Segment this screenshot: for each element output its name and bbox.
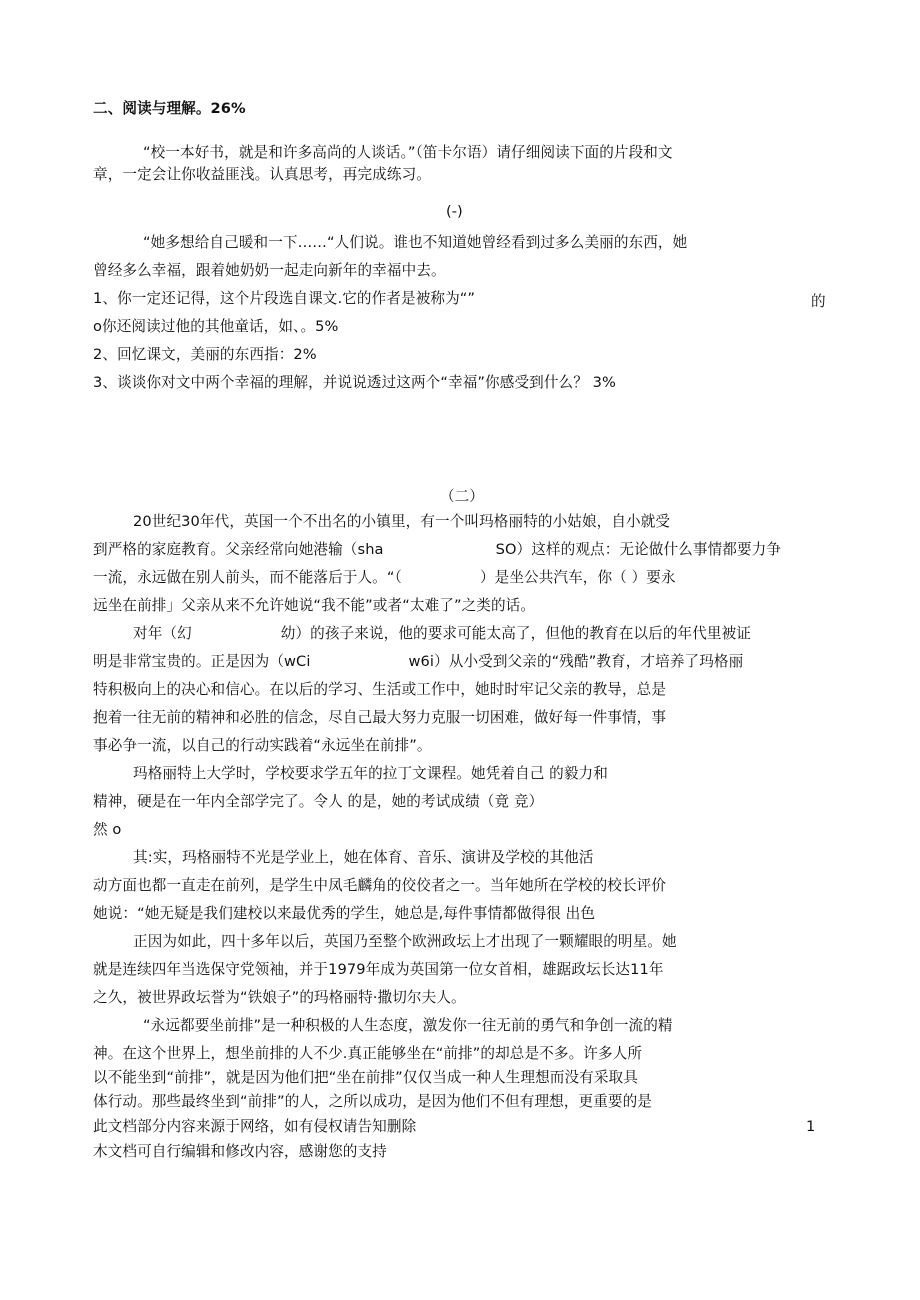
intro-line-2: 章，一定会让你收益匪浅。认真思考，再完成练习。 bbox=[93, 166, 431, 183]
part1-paragraph-line-1: “她多想给自己暖和一下……“人们说。谁也不知道她曾经看到过多么美丽的东西，她 bbox=[143, 234, 688, 251]
part1-heading: (-) bbox=[446, 203, 463, 220]
passage-text: 到严格的家庭教育。父亲经常向她港输（sha bbox=[93, 541, 384, 558]
passage-line: 神。在这个世界上，想坐前排的人不少.真正能够坐在“前排”的却总是不多。许多人所 bbox=[93, 1045, 643, 1062]
passage-line: 之久，被世界政坛誉为“铁娘子”的玛格丽特·撒切尔夫人。 bbox=[93, 989, 466, 1006]
passage-text: 幼）的孩子来说，他的要求可能太高了，但他的教育在以后的年代里被证 bbox=[280, 625, 751, 642]
passage-line: 以不能坐到“前排”，就是因为他们把“坐在前排”仅仅当成一种人生理想而没有采取具 bbox=[93, 1069, 638, 1086]
passage-line: 玛格丽特上大学时，学校要求学五年的拉丁文课程。她凭着自己 的毅力和 bbox=[133, 765, 608, 782]
passage-text: 明是非常宝贵的。正是因为（wCi bbox=[93, 653, 311, 670]
footer-line-2: 木文档可自行编辑和修改内容，感谢您的支持 bbox=[93, 1143, 387, 1160]
passage-line: 就是连续四年当选保守党领袖，并于1979年成为英国第一位女首相，雄踞政坛长达11年 bbox=[93, 961, 664, 978]
passage-line: 精神，硬是在一年内全部学完了。令人 的是，她的考试成绩（竟 竞） bbox=[93, 793, 544, 810]
passage-line: 20世纪30年代，英国一个不出名的小镇里，有一个叫玛格丽特的小姑娘，自小就受 bbox=[133, 513, 671, 530]
question-2: 2、回忆课文，美丽的东西指：2% bbox=[93, 346, 317, 363]
intro-line-1: “校一本好书，就是和许多高尚的人谈话。”（笛卡尔语）请仔细阅读下面的片段和文 bbox=[143, 144, 673, 161]
passage-text: ）是坐公共汽车，你（ ）要永 bbox=[479, 569, 676, 586]
question-1-line-2: o你还阅读过他的其他童话，如、。5% bbox=[93, 318, 339, 335]
passage-text: 一流，永远做在别人前头，而不能落后于人。“（ bbox=[93, 569, 402, 586]
part2-heading: （二） bbox=[440, 488, 484, 505]
passage-line: 然 o bbox=[93, 821, 122, 838]
passage-line bbox=[93, 569, 676, 587]
passage-line: 她说：“她无疑是我们建校以来最优秀的学生，她总是,每件事情都做得很 出色 bbox=[93, 905, 596, 922]
page-number: 1 bbox=[806, 1118, 816, 1135]
passage-line bbox=[93, 653, 743, 671]
passage-line: 正因为如此，四十多年以后，英国乃至整个欧洲政坛上才出现了一颗耀眼的明星。她 bbox=[133, 933, 677, 950]
passage-line: 动方面也都一直走在前列，是学生中凤毛麟角的佼佼者之一。当年她所在学校的校长评价 bbox=[93, 877, 667, 894]
part1-paragraph-line-2: 曾经多么幸福，跟着她奶奶一起走向新年的幸福中去。 bbox=[93, 262, 446, 279]
passage-text: w6i）从小受到父亲的“残酷”教育，才培养了玛格丽 bbox=[408, 653, 744, 670]
passage-line bbox=[133, 625, 751, 643]
passage-text: 对年（幻 bbox=[133, 625, 192, 642]
passage-line: 其:实，玛格丽特不光是学业上，她在体育、音乐、演讲及学校的其他活 bbox=[133, 849, 594, 866]
passage-line: 抱着一往无前的精神和必胜的信念，尽自己最大努力克服一切困难，做好每一件事情，事 bbox=[93, 709, 667, 726]
passage-line: 体行动。那些最终坐到“前排”的人，之所以成功，是因为他们不但有理想，更重要的是 bbox=[93, 1093, 652, 1110]
passage-line bbox=[93, 541, 781, 559]
footer-line-1: 此文档部分内容来源于网络，如有侵权请告知删除 bbox=[93, 1118, 417, 1135]
question-3: 3、谈谈你对文中两个幸福的理解，并说说透过这两个“幸福”你感受到什么？ 3% bbox=[93, 374, 616, 391]
passage-line: “永远都要坐前排”是一种积极的人生态度，激发你一往无前的勇气和争创一流的精 bbox=[143, 1017, 673, 1034]
passage-line: 远坐在前排」父亲从来不允许她说“我不能”或者“太难了”之类的话。 bbox=[93, 597, 536, 614]
passage-line: 特积极向上的决心和信心。在以后的学习、生活或工作中，她时时牢记父亲的教导，总是 bbox=[93, 681, 667, 698]
question-1-end: 的 bbox=[811, 293, 826, 310]
passage-line: 事必争一流，以自己的行动实践着“永远坐在前排”。 bbox=[93, 737, 432, 754]
question-1-line-1: 1、你一定还记得，这个片段选自课文.它的作者是被称为“” bbox=[93, 290, 476, 307]
section-title: 二、阅读与理解。26% bbox=[93, 100, 246, 117]
passage-text: SO）这样的观点：无论做什么事情都要力争 bbox=[495, 541, 782, 558]
